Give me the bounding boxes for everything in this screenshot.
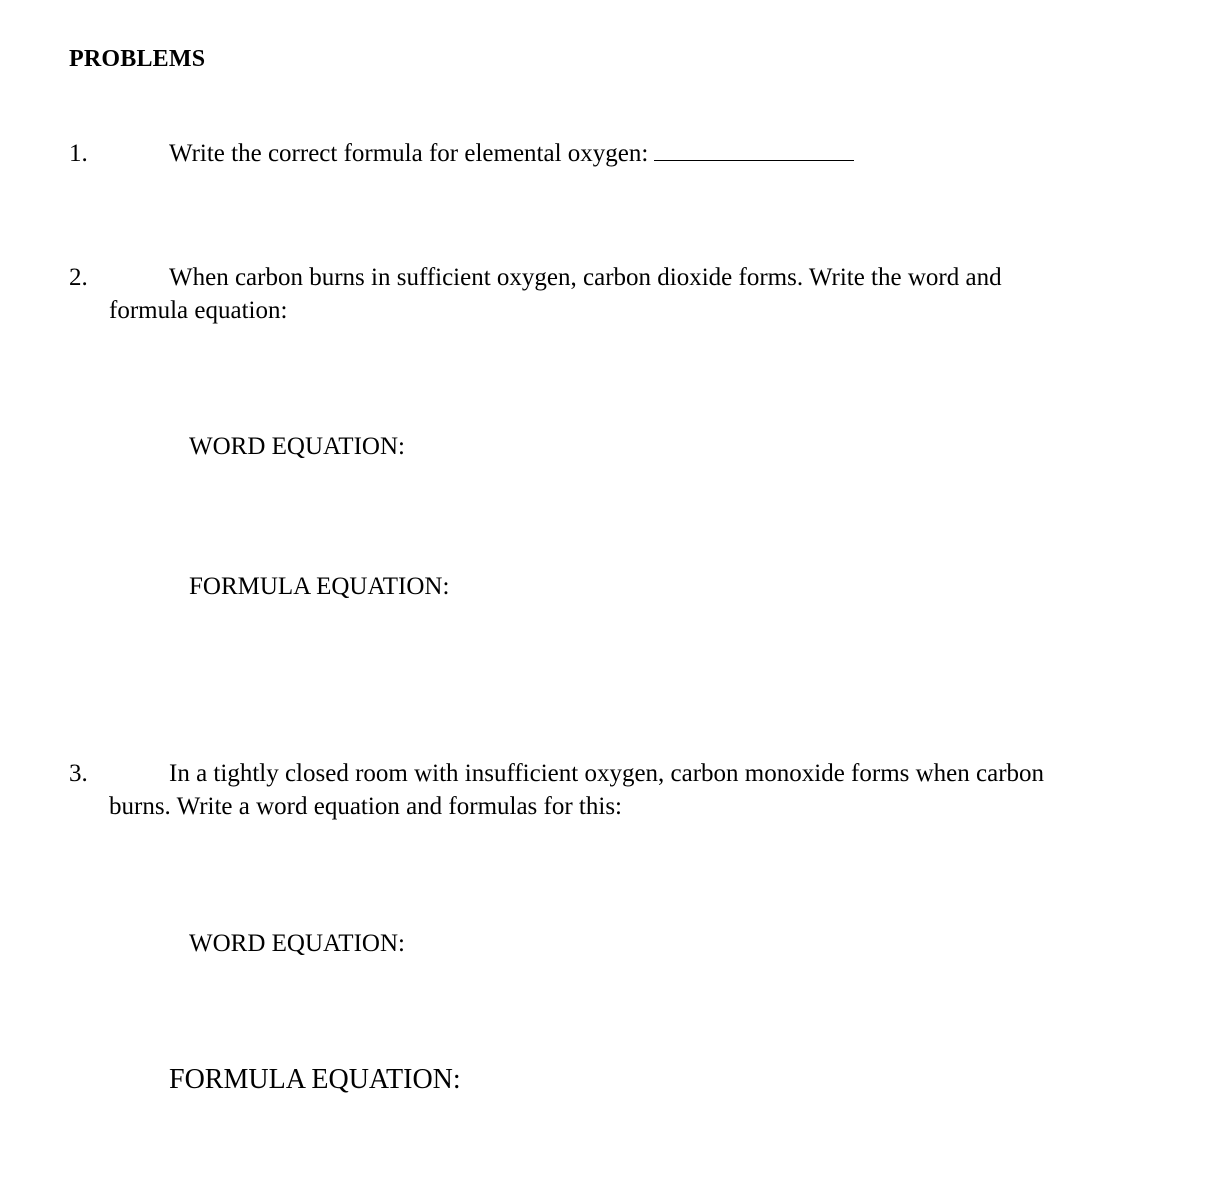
problem-2-word-equation-label: WORD EQUATION:: [189, 433, 405, 460]
answer-blank-line: [654, 138, 854, 161]
problem-3-word-equation-label: WORD EQUATION:: [189, 930, 405, 957]
problem-2-line-2: formula equation:: [109, 297, 288, 324]
problem-3-formula-equation-label: FORMULA EQUATION:: [169, 1064, 461, 1095]
problem-3-number: 3.: [69, 760, 88, 787]
problem-1-number: 1.: [69, 140, 88, 167]
problem-3-line-1: In a tightly closed room with insufficient oxygen, carbon monoxide forms when carbon: [169, 760, 1045, 787]
problem-2-number: 2.: [69, 264, 88, 291]
problem-2-formula-equation-label: FORMULA EQUATION:: [189, 573, 450, 600]
problem-1-question: [169, 137, 854, 170]
problem-2-line-1: When carbon burns in sufficient oxygen, carbon dioxide forms. Write the word and: [169, 264, 1002, 291]
problem-3-line-2: burns. Write a word equation and formulas for this:: [109, 793, 623, 820]
problem-1-text: Write the correct formula for elemental oxygen:: [169, 140, 649, 167]
page-heading: PROBLEMS: [69, 46, 206, 72]
